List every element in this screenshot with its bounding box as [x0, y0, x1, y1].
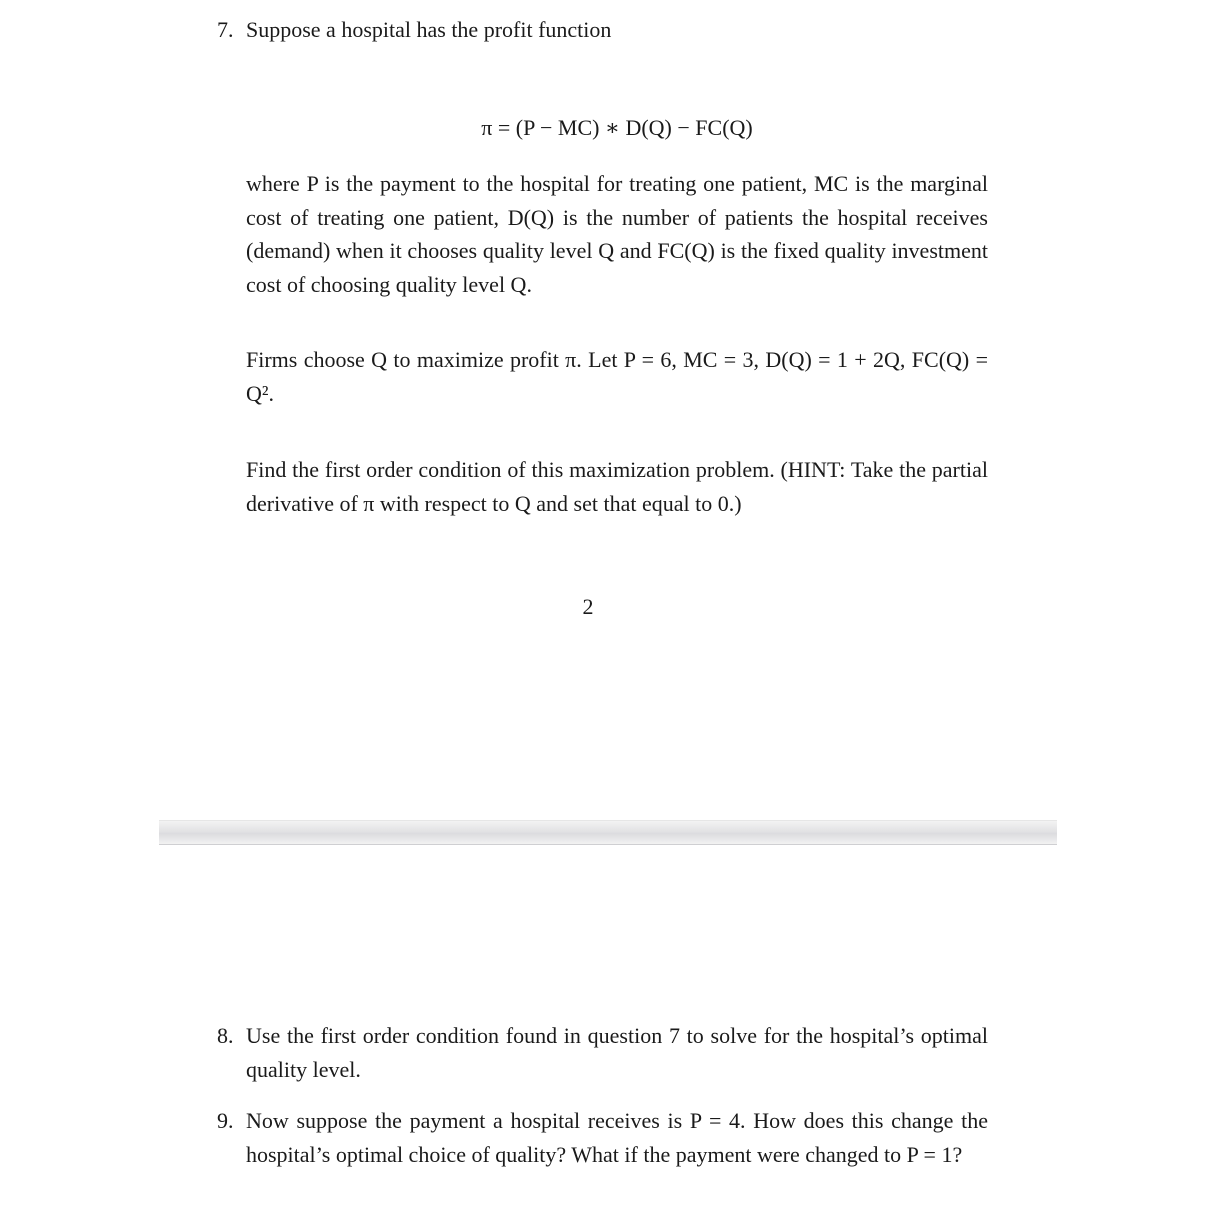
question-7-number: 7.	[217, 17, 234, 42]
question-8-number: 8.	[217, 1023, 234, 1048]
question-7-setup: Firms choose Q to maximize profit π. Let P = 6, MC = 3, D(Q) = 1 + 2Q, FC(Q) = Q².	[246, 347, 988, 406]
page-separator	[159, 820, 1057, 845]
question-7-task: Find the first order condition of this maximization problem. (HINT: Take the partial derivative of π with respect to Q and set that equal to 0.)	[246, 457, 988, 516]
page-number: 2	[582, 594, 594, 619]
question-7-intro: Suppose a hospital has the profit function	[246, 17, 612, 42]
question-9-text: Now suppose the payment a hospital receives is P = 4. How does this change the hospital’s optimal choice of quality? What if the payment were changed to P = 1?	[246, 1108, 988, 1167]
question-7-definition: where P is the payment to the hospital for treating one patient, MC is the marginal cost of treating one patient, D(Q) is the number of patients the hospital receives (demand) when it chooses quality level Q and FC(Q) is the fixed quality investment cost of choosing quality level Q.	[246, 171, 988, 297]
question-9-number: 9.	[217, 1108, 234, 1133]
profit-function-equation: π = (P − MC) ∗ D(Q) − FC(Q)	[481, 115, 753, 140]
question-8-text: Use the first order condition found in question 7 to solve for the hospital’s optimal quality level.	[246, 1023, 988, 1082]
